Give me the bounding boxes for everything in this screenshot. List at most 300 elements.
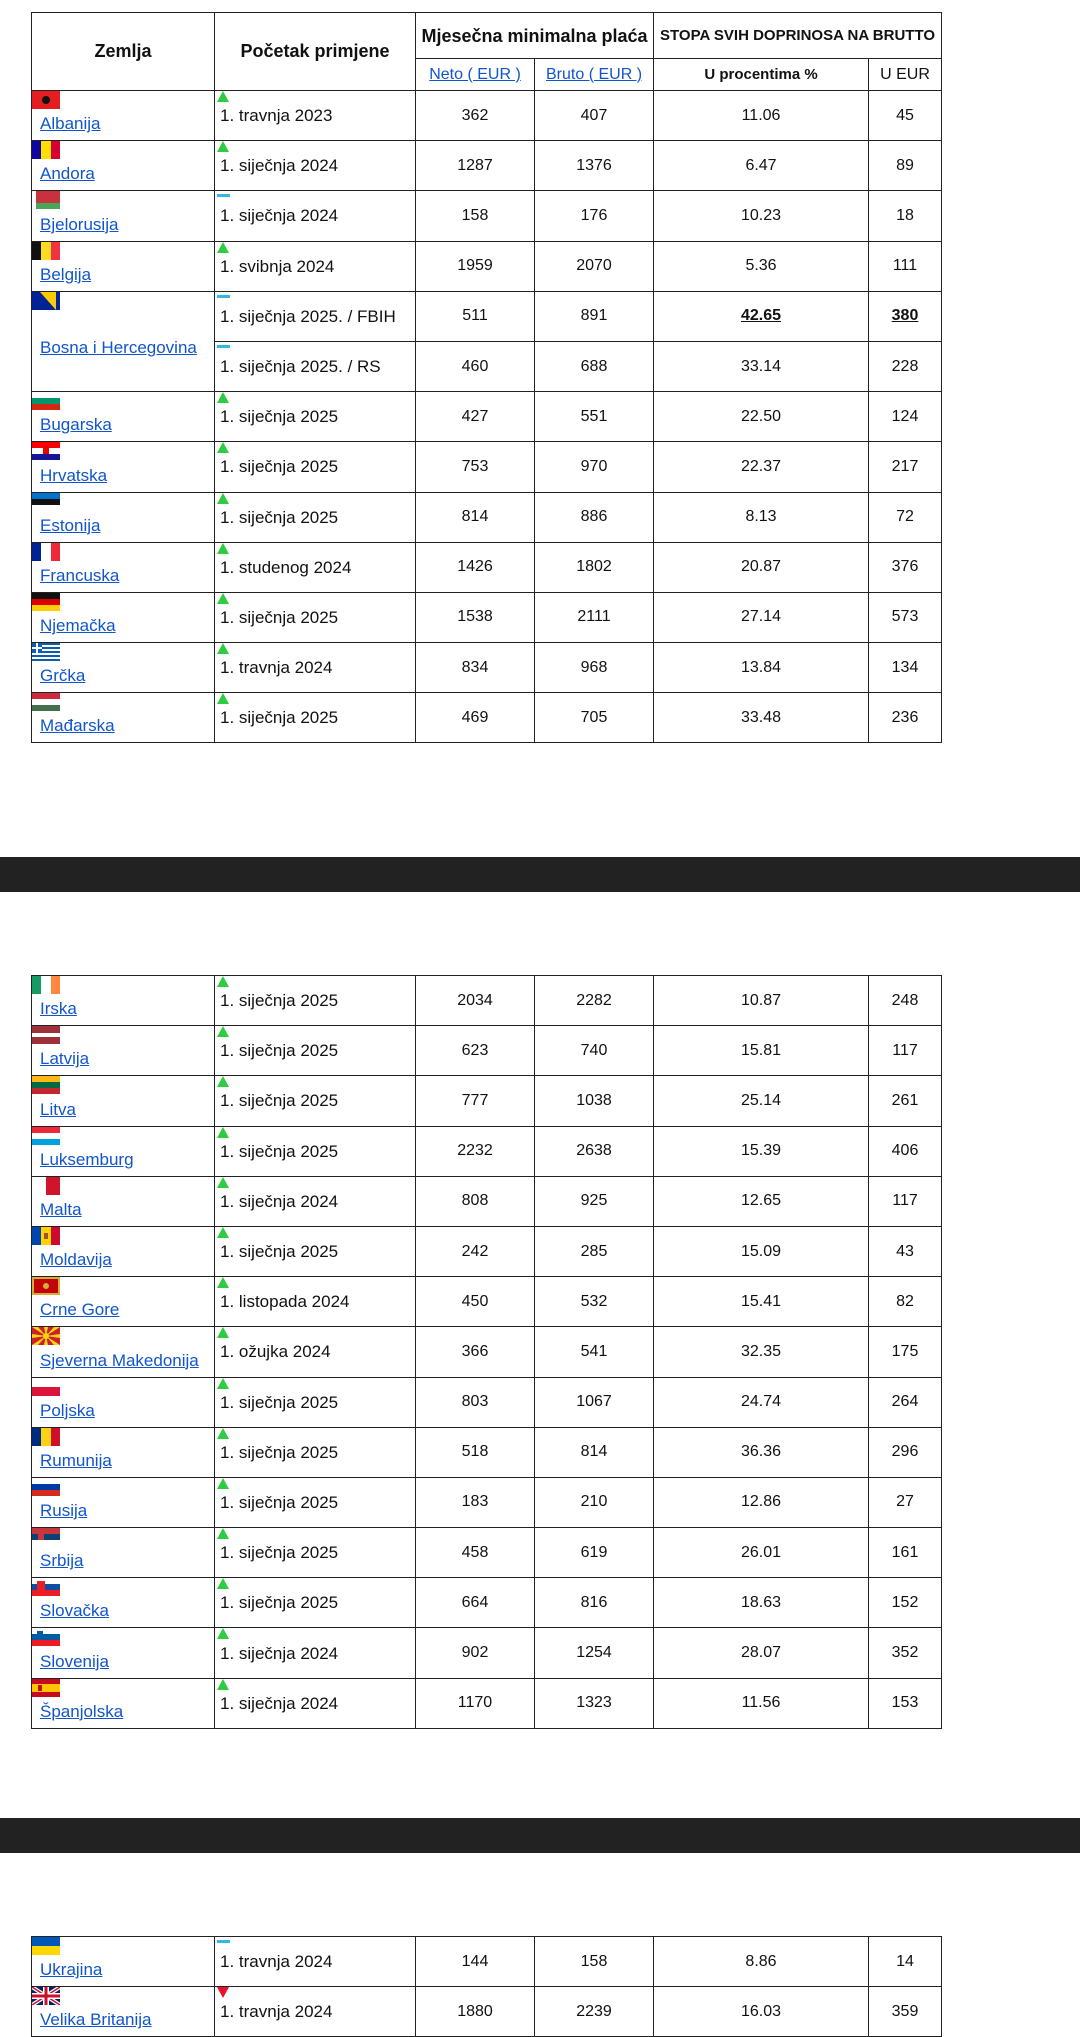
start-cell <box>215 1176 416 1226</box>
trend-up-icon <box>217 141 229 152</box>
table-row <box>32 1176 942 1226</box>
table-row <box>32 1226 942 1276</box>
table-row <box>32 643 942 693</box>
country-link[interactable]: Rumunija <box>40 1450 112 1470</box>
neto-cell: 183 <box>416 1477 535 1527</box>
start-date: 1. travnja 2024 <box>220 1952 333 1972</box>
trend-up-icon <box>217 1478 229 1489</box>
start-cell <box>215 1528 416 1578</box>
lithuania-flag-icon <box>32 1076 60 1094</box>
trend-up-icon <box>217 493 229 504</box>
percent-cell: 15.81 <box>654 1026 869 1076</box>
bruto-cell: 970 <box>535 442 654 492</box>
eur-cell: 406 <box>869 1126 942 1176</box>
bruto-cell: 1376 <box>535 141 654 191</box>
start-cell <box>215 91 416 141</box>
montenegro-flag-icon <box>32 1277 60 1295</box>
percent-cell: 13.84 <box>654 643 869 693</box>
percent-cell: 32.35 <box>654 1327 869 1377</box>
country-link[interactable]: Njemačka <box>40 616 116 636</box>
bruto-cell: 925 <box>535 1176 654 1226</box>
neto-cell: 902 <box>416 1628 535 1678</box>
country-link[interactable]: Slovačka <box>40 1601 109 1621</box>
percent-cell: 27.14 <box>654 592 869 642</box>
bruto-cell: 688 <box>535 341 654 391</box>
table-row <box>32 392 942 442</box>
start-date: 1. siječnja 2025 <box>220 1492 339 1512</box>
neto-cell: 1170 <box>416 1678 535 1728</box>
table-row <box>32 1126 942 1176</box>
bruto-cell: 2638 <box>535 1126 654 1176</box>
percent-cell: 28.07 <box>654 1628 869 1678</box>
country-cell <box>32 392 215 442</box>
malta-flag-icon <box>32 1177 60 1195</box>
neto-cell: 808 <box>416 1176 535 1226</box>
percent-cell: 8.86 <box>654 1937 869 1987</box>
eur-cell: 359 <box>869 1987 942 2037</box>
neto-cell: 2232 <box>416 1126 535 1176</box>
country-link[interactable]: Ukrajina <box>40 1960 103 1980</box>
country-cell <box>32 592 215 642</box>
bruto-cell: 285 <box>535 1226 654 1276</box>
country-link[interactable]: Litva <box>40 1099 76 1119</box>
trend-up-icon <box>217 91 229 102</box>
country-cell <box>32 693 215 743</box>
start-date: 1. siječnja 2025 <box>220 1392 339 1412</box>
start-date: 1. siječnja 2025 <box>220 1593 339 1613</box>
neto-cell: 158 <box>416 191 535 241</box>
bruto-cell: 891 <box>535 291 654 341</box>
belgium-flag-icon <box>32 242 60 260</box>
country-link[interactable]: Moldavija <box>40 1250 112 1270</box>
country-link[interactable]: Hrvatska <box>40 465 108 485</box>
country-link[interactable]: Latvija <box>40 1049 90 1069</box>
trend-flat-icon <box>217 1940 230 1943</box>
neto-cell: 366 <box>416 1327 535 1377</box>
country-cell <box>32 1937 215 1987</box>
minimum-wage-table-1 <box>31 12 942 743</box>
start-date: 1. travnja 2024 <box>220 658 333 678</box>
serbia-flag-icon <box>32 1528 60 1546</box>
start-cell <box>215 141 416 191</box>
neto-cell: 427 <box>416 392 535 442</box>
belarus-flag-icon <box>32 191 60 209</box>
country-cell <box>32 91 215 141</box>
trend-up-icon <box>217 242 229 253</box>
country-link[interactable]: Bugarska <box>40 415 112 435</box>
trend-flat-icon <box>217 194 230 197</box>
eur-cell: 124 <box>869 392 942 442</box>
start-cell <box>215 392 416 442</box>
start-date: 1. siječnja 2025 <box>220 1242 339 1262</box>
percent-cell: 12.86 <box>654 1477 869 1527</box>
trend-flat-icon <box>217 345 230 348</box>
table-row <box>32 1477 942 1527</box>
start-cell <box>215 1277 416 1327</box>
table-row <box>32 191 942 241</box>
country-cell <box>32 1987 215 2037</box>
start-cell <box>215 1377 416 1427</box>
percent-cell: 20.87 <box>654 542 869 592</box>
country-cell <box>32 1226 215 1276</box>
ireland-flag-icon <box>32 976 60 994</box>
start-date: 1. travnja 2023 <box>220 106 333 126</box>
percent-cell: 22.50 <box>654 392 869 442</box>
eur-cell: 175 <box>869 1327 942 1377</box>
greece-flag-icon <box>32 643 60 661</box>
country-cell <box>32 241 215 291</box>
start-date: 1. siječnja 2025 <box>220 708 339 728</box>
table-row <box>32 141 942 191</box>
neto-cell: 834 <box>416 643 535 693</box>
start-date: 1. siječnja 2025. / RS <box>220 357 381 377</box>
percent-cell: 15.09 <box>654 1226 869 1276</box>
percent-cell: 42.65 <box>654 291 869 341</box>
eur-cell: 376 <box>869 542 942 592</box>
trend-up-icon <box>217 543 229 554</box>
country-cell <box>32 141 215 191</box>
start-date: 1. siječnja 2024 <box>220 206 339 226</box>
bruto-cell: 816 <box>535 1578 654 1628</box>
start-cell <box>215 1126 416 1176</box>
eur-cell: 18 <box>869 191 942 241</box>
table-row <box>32 693 942 743</box>
trend-up-icon <box>217 693 229 704</box>
percent-cell: 15.41 <box>654 1277 869 1327</box>
percent-cell: 11.06 <box>654 91 869 141</box>
andorra-flag-icon <box>32 141 60 159</box>
table-row <box>32 1277 942 1327</box>
header-neto[interactable] <box>416 59 535 91</box>
table-row <box>32 1937 942 1987</box>
trend-up-icon <box>217 1578 229 1589</box>
eur-cell: 134 <box>869 643 942 693</box>
country-link[interactable]: Francuska <box>40 565 120 585</box>
header-eur: U EUR <box>869 59 942 91</box>
percent-cell: 16.03 <box>654 1987 869 2037</box>
poland-flag-icon <box>32 1378 60 1396</box>
country-link[interactable]: Bosna i Hercegovina <box>40 338 197 358</box>
bulgaria-flag-icon <box>32 392 60 410</box>
eur-cell: 217 <box>869 442 942 492</box>
neto-cell: 518 <box>416 1427 535 1477</box>
start-date: 1. siječnja 2024 <box>220 1191 339 1211</box>
percent-cell: 15.39 <box>654 1126 869 1176</box>
table-row <box>32 592 942 642</box>
neto-cell: 814 <box>416 492 535 542</box>
bruto-cell: 532 <box>535 1277 654 1327</box>
minimum-wage-table-3 <box>31 1936 942 2037</box>
trend-down-icon <box>217 1987 229 1998</box>
trend-up-icon <box>217 1177 229 1188</box>
country-link[interactable]: Srbija <box>40 1551 84 1571</box>
header-monthly-min-wage: Mjesečna minimalna plaća <box>416 13 654 59</box>
neto-cell: 2034 <box>416 976 535 1026</box>
start-date: 1. siječnja 2025 <box>220 607 339 627</box>
start-cell <box>215 592 416 642</box>
trend-up-icon <box>217 643 229 654</box>
uk-flag-icon <box>32 1987 60 2005</box>
bruto-cell: 1254 <box>535 1628 654 1678</box>
country-link[interactable]: Velika Britanija <box>40 2010 152 2030</box>
header-start: Početak primjene <box>215 13 416 91</box>
country-cell <box>32 1076 215 1126</box>
country-cell <box>32 976 215 1026</box>
country-link[interactable]: Irska <box>40 999 77 1019</box>
eur-cell: 161 <box>869 1528 942 1578</box>
albania-flag-icon <box>32 91 60 109</box>
country-link[interactable]: Poljska <box>40 1400 95 1420</box>
table-row <box>32 91 942 141</box>
trend-up-icon <box>217 1026 229 1037</box>
percent-cell: 26.01 <box>654 1528 869 1578</box>
bruto-cell: 1038 <box>535 1076 654 1126</box>
neto-cell: 1287 <box>416 141 535 191</box>
eur-cell: 111 <box>869 241 942 291</box>
start-cell <box>215 442 416 492</box>
country-link[interactable]: Andora <box>40 164 95 184</box>
page-separator <box>0 857 1080 892</box>
table-row <box>32 241 942 291</box>
table-row <box>32 1377 942 1427</box>
table-row <box>32 1427 942 1477</box>
country-cell <box>32 442 215 492</box>
luxembourg-flag-icon <box>32 1127 60 1145</box>
neto-cell: 460 <box>416 341 535 391</box>
start-date: 1. siječnja 2025. / FBIH <box>220 306 396 326</box>
start-date: 1. siječnja 2025 <box>220 1141 339 1161</box>
start-cell <box>215 1678 416 1728</box>
percent-cell: 10.23 <box>654 191 869 241</box>
trend-up-icon <box>217 1277 229 1288</box>
header-percent: U procentima % <box>654 59 869 91</box>
percent-cell: 11.56 <box>654 1678 869 1728</box>
trend-up-icon <box>217 1227 229 1238</box>
eur-cell: 27 <box>869 1477 942 1527</box>
eur-cell: 14 <box>869 1937 942 1987</box>
slovakia-flag-icon <box>32 1578 60 1596</box>
start-date: 1. siječnja 2024 <box>220 1693 339 1713</box>
eur-cell: 228 <box>869 341 942 391</box>
start-cell <box>215 1327 416 1377</box>
bruto-cell: 814 <box>535 1427 654 1477</box>
neto-cell: 1880 <box>416 1987 535 2037</box>
trend-up-icon <box>217 1327 229 1338</box>
start-cell <box>215 1477 416 1527</box>
percent-cell: 12.65 <box>654 1176 869 1226</box>
start-date: 1. siječnja 2025 <box>220 991 339 1011</box>
table-row <box>32 1987 942 2037</box>
neto-cell: 753 <box>416 442 535 492</box>
start-cell <box>215 693 416 743</box>
trend-up-icon <box>217 1127 229 1138</box>
country-cell <box>32 1277 215 1327</box>
start-date: 1. siječnja 2025 <box>220 1091 339 1111</box>
country-cell <box>32 1477 215 1527</box>
eur-cell: 153 <box>869 1678 942 1728</box>
trend-up-icon <box>217 1628 229 1639</box>
croatia-flag-icon <box>32 442 60 460</box>
country-link[interactable]: Španjolska <box>40 1701 124 1721</box>
start-date: 1. studenog 2024 <box>220 557 352 577</box>
start-cell <box>215 241 416 291</box>
bruto-cell: 1323 <box>535 1678 654 1728</box>
neto-cell: 511 <box>416 291 535 341</box>
trend-up-icon <box>217 976 229 987</box>
estonia-flag-icon <box>32 493 60 511</box>
bruto-cell: 2070 <box>535 241 654 291</box>
table-row <box>32 1678 942 1728</box>
country-cell <box>32 492 215 542</box>
bruto-cell: 2282 <box>535 976 654 1026</box>
eur-cell: 380 <box>869 291 942 341</box>
bruto-cell: 1802 <box>535 542 654 592</box>
romania-flag-icon <box>32 1428 60 1446</box>
start-date: 1. siječnja 2025 <box>220 1442 339 1462</box>
start-cell <box>215 1076 416 1126</box>
start-date: 1. siječnja 2024 <box>220 1643 339 1663</box>
country-link[interactable]: Rusija <box>40 1501 88 1521</box>
trend-up-icon <box>217 1428 229 1439</box>
eur-cell: 352 <box>869 1628 942 1678</box>
start-cell <box>215 492 416 542</box>
header-bruto[interactable] <box>535 59 654 91</box>
eur-cell: 261 <box>869 1076 942 1126</box>
start-cell <box>215 191 416 241</box>
trend-up-icon <box>217 442 229 453</box>
france-flag-icon <box>32 543 60 561</box>
country-cell <box>32 1628 215 1678</box>
neto-cell: 623 <box>416 1026 535 1076</box>
trend-up-icon <box>217 1378 229 1389</box>
trend-up-icon <box>217 593 229 604</box>
minimum-wage-table-2 <box>31 975 942 1729</box>
percent-cell: 18.63 <box>654 1578 869 1628</box>
neto-cell: 362 <box>416 91 535 141</box>
start-date: 1. siječnja 2025 <box>220 1041 339 1061</box>
neto-cell: 469 <box>416 693 535 743</box>
start-cell <box>215 976 416 1026</box>
percent-cell: 33.14 <box>654 341 869 391</box>
neto-cell: 1426 <box>416 542 535 592</box>
table-row <box>32 542 942 592</box>
start-cell <box>215 1578 416 1628</box>
eur-cell: 236 <box>869 693 942 743</box>
trend-up-icon <box>217 392 229 403</box>
start-date: 1. svibnja 2024 <box>220 256 335 276</box>
header-neto-link[interactable]: Neto ( EUR ) <box>429 65 521 83</box>
country-cell <box>32 1678 215 1728</box>
bruto-cell: 705 <box>535 693 654 743</box>
neto-cell: 664 <box>416 1578 535 1628</box>
eur-cell: 296 <box>869 1427 942 1477</box>
start-cell <box>215 643 416 693</box>
start-date: 1. siječnja 2025 <box>220 507 339 527</box>
country-link[interactable]: Grčka <box>40 666 86 686</box>
start-cell <box>215 1226 416 1276</box>
eur-cell: 152 <box>869 1578 942 1628</box>
country-cell <box>32 1377 215 1427</box>
latvia-flag-icon <box>32 1026 60 1044</box>
percent-cell: 6.47 <box>654 141 869 191</box>
table-row <box>32 1628 942 1678</box>
percent-cell: 8.13 <box>654 492 869 542</box>
hungary-flag-icon <box>32 693 60 711</box>
country-link[interactable]: Estonija <box>40 515 101 535</box>
trend-up-icon <box>217 1679 229 1690</box>
start-cell <box>215 291 416 341</box>
country-link[interactable]: Malta <box>40 1199 82 1219</box>
percent-cell: 10.87 <box>654 976 869 1026</box>
country-cell <box>32 1026 215 1076</box>
table-row <box>32 442 942 492</box>
neto-cell: 242 <box>416 1226 535 1276</box>
percent-cell: 36.36 <box>654 1427 869 1477</box>
country-cell <box>32 1327 215 1377</box>
trend-up-icon <box>217 1076 229 1087</box>
start-cell <box>215 542 416 592</box>
eur-cell: 43 <box>869 1226 942 1276</box>
eur-cell: 89 <box>869 141 942 191</box>
start-date: 1. siječnja 2025 <box>220 457 339 477</box>
bruto-cell: 619 <box>535 1528 654 1578</box>
eur-cell: 45 <box>869 91 942 141</box>
country-link[interactable]: Albanija <box>40 114 101 134</box>
bruto-cell: 740 <box>535 1026 654 1076</box>
neto-cell: 450 <box>416 1277 535 1327</box>
eur-cell: 82 <box>869 1277 942 1327</box>
table-row <box>32 492 942 542</box>
table-row <box>32 1327 942 1377</box>
start-date: 1. ožujka 2024 <box>220 1342 331 1362</box>
country-link[interactable]: Crne Gore <box>40 1300 120 1320</box>
eur-cell: 72 <box>869 492 942 542</box>
table-row <box>32 1076 942 1126</box>
country-cell <box>32 1176 215 1226</box>
start-date: 1. siječnja 2024 <box>220 156 339 176</box>
bruto-cell: 541 <box>535 1327 654 1377</box>
north-macedonia-flag-icon <box>32 1327 60 1345</box>
country-link[interactable]: Bjelorusija <box>40 214 119 234</box>
slovenia-flag-icon <box>32 1628 60 1646</box>
eur-cell: 117 <box>869 1026 942 1076</box>
neto-cell: 777 <box>416 1076 535 1126</box>
neto-cell: 458 <box>416 1528 535 1578</box>
percent-cell: 22.37 <box>654 442 869 492</box>
country-link[interactable]: Luksemburg <box>40 1149 134 1169</box>
start-cell <box>215 1987 416 2037</box>
germany-flag-icon <box>32 593 60 611</box>
ukraine-flag-icon <box>32 1937 60 1955</box>
bruto-cell: 968 <box>535 643 654 693</box>
country-link[interactable]: Sjeverna Makedonija <box>40 1350 199 1370</box>
eur-cell: 117 <box>869 1176 942 1226</box>
country-link[interactable]: Belgija <box>40 264 92 284</box>
start-cell <box>215 341 416 391</box>
country-cell <box>32 1126 215 1176</box>
header-bruto-link[interactable]: Bruto ( EUR ) <box>546 65 643 83</box>
table-row <box>32 1528 942 1578</box>
country-link[interactable]: Slovenija <box>40 1651 109 1671</box>
neto-cell: 1959 <box>416 241 535 291</box>
country-link[interactable]: Mađarska <box>40 716 115 736</box>
country-cell <box>32 643 215 693</box>
percent-cell: 24.74 <box>654 1377 869 1427</box>
start-cell <box>215 1427 416 1477</box>
start-date: 1. listopada 2024 <box>220 1292 350 1312</box>
bruto-cell: 551 <box>535 392 654 442</box>
table-row <box>32 1578 942 1628</box>
